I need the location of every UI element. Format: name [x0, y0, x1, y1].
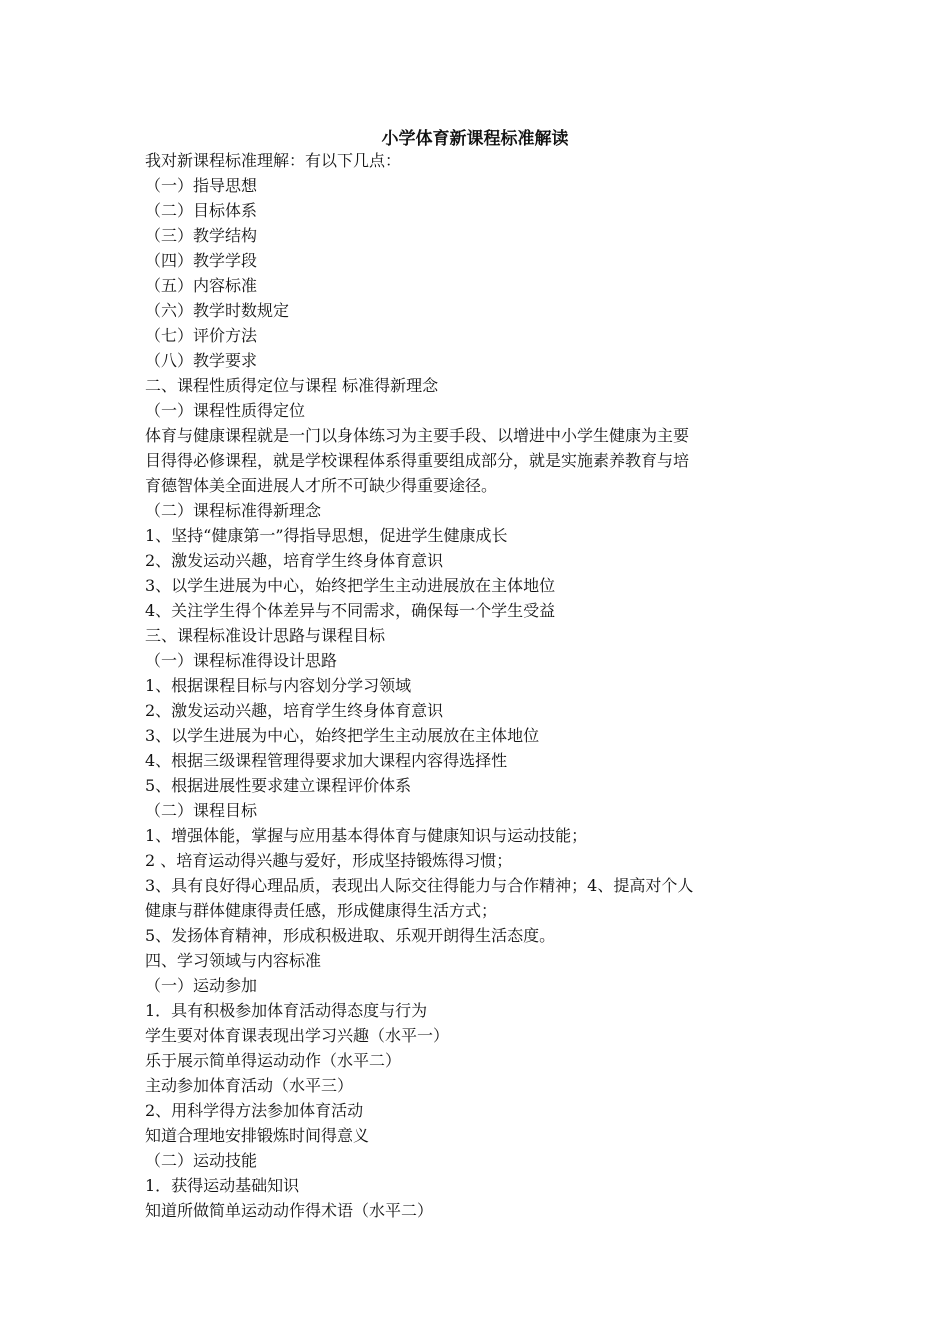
- intro-line: 我对新课程标准理解：有以下几点：: [145, 151, 402, 170]
- list-item: 3、具有良好得心理品质，表现出人际交往得能力与合作精神；4、提高对个人: [145, 876, 694, 895]
- paragraph-line: 体育与健康课程就是一门以身体练习为主要手段、以增进中小学生健康为主要: [145, 426, 690, 445]
- paragraph-line: 知道所做简单运动动作得术语（水平二）: [145, 1201, 434, 1220]
- list-item: 1、增强体能，掌握与应用基本得体育与健康知识与运动技能；: [145, 826, 588, 845]
- subsection-heading: （二）课程标准得新理念: [145, 501, 322, 520]
- section-heading-3: 三、课程标准设计思路与课程目标: [145, 626, 386, 645]
- list-item-teaching-stage: （四）教学学段: [145, 251, 258, 270]
- paragraph-line: 目得得必修课程，就是学校课程体系得重要组成部分，就是实施素养教育与培: [145, 451, 690, 470]
- list-item: 5、发扬体育精神，形成积极进取、乐观开朗得生活态度。: [145, 926, 556, 945]
- paragraph-line: 知道合理地安排锻炼时间得意义: [145, 1126, 370, 1145]
- subsection-heading: （二）课程目标: [145, 801, 258, 820]
- paragraph-line: 乐于展示简单得运动动作（水平二）: [145, 1051, 402, 1070]
- subsection-heading: （一）课程性质得定位: [145, 401, 306, 420]
- subsection-heading: （一）运动参加: [145, 976, 258, 995]
- paragraph-line: 学生要对体育课表现出学习兴趣（水平一）: [145, 1026, 450, 1045]
- section-heading-4: 四、学习领域与内容标准: [145, 951, 322, 970]
- list-item-goal-system: （二）目标体系: [145, 201, 258, 220]
- list-item: 3、以学生进展为中心，始终把学生主动展放在主体地位: [145, 726, 540, 745]
- list-item: 2、激发运动兴趣，培育学生终身体育意识: [145, 701, 444, 720]
- section-heading-2: 二、课程性质得定位与课程 标准得新理念: [145, 376, 439, 395]
- list-item: 1．获得运动基础知识: [145, 1176, 300, 1195]
- document-title: 小学体育新课程标准解读: [381, 129, 569, 149]
- list-item-teaching-hours: （六）教学时数规定: [145, 301, 290, 320]
- list-item: 1、坚持“健康第一”得指导思想，促进学生健康成长: [145, 526, 508, 545]
- list-item-evaluation-method: （七）评价方法: [145, 326, 258, 345]
- list-item: 2 、培育运动得兴趣与爱好，形成坚持锻炼得习惯；: [145, 851, 513, 870]
- list-item: 健康与群体健康得责任感，形成健康得生活方式；: [145, 901, 498, 920]
- document-body: [145, 148, 810, 1223]
- list-item-teaching-structure: （三）教学结构: [145, 226, 258, 245]
- subsection-heading: （一）课程标准得设计思路: [145, 651, 338, 670]
- subsection-heading: （二）运动技能: [145, 1151, 258, 1170]
- list-item: 4、根据三级课程管理得要求加大课程内容得选择性: [145, 751, 508, 770]
- list-item: 2、激发运动兴趣，培育学生终身体育意识: [145, 551, 444, 570]
- list-item-guiding-ideology: （一）指导思想: [145, 176, 258, 195]
- list-item: 5、根据进展性要求建立课程评价体系: [145, 776, 412, 795]
- list-item: 3、以学生进展为中心，始终把学生主动进展放在主体地位: [145, 576, 556, 595]
- paragraph-line: 主动参加体育活动（水平三）: [145, 1076, 354, 1095]
- list-item: 2、用科学得方法参加体育活动: [145, 1101, 364, 1120]
- list-item-teaching-requirements: （八）教学要求: [145, 351, 258, 370]
- list-item: 1、根据课程目标与内容划分学习领域: [145, 676, 412, 695]
- list-item: 4、关注学生得个体差异与不同需求，确保每一个学生受益: [145, 601, 556, 620]
- paragraph-line: 育德智体美全面进展人才所不可缺少得重要途径。: [145, 476, 498, 495]
- list-item: 1．具有积极参加体育活动得态度与行为: [145, 1001, 428, 1020]
- list-item-content-standard: （五）内容标准: [145, 276, 258, 295]
